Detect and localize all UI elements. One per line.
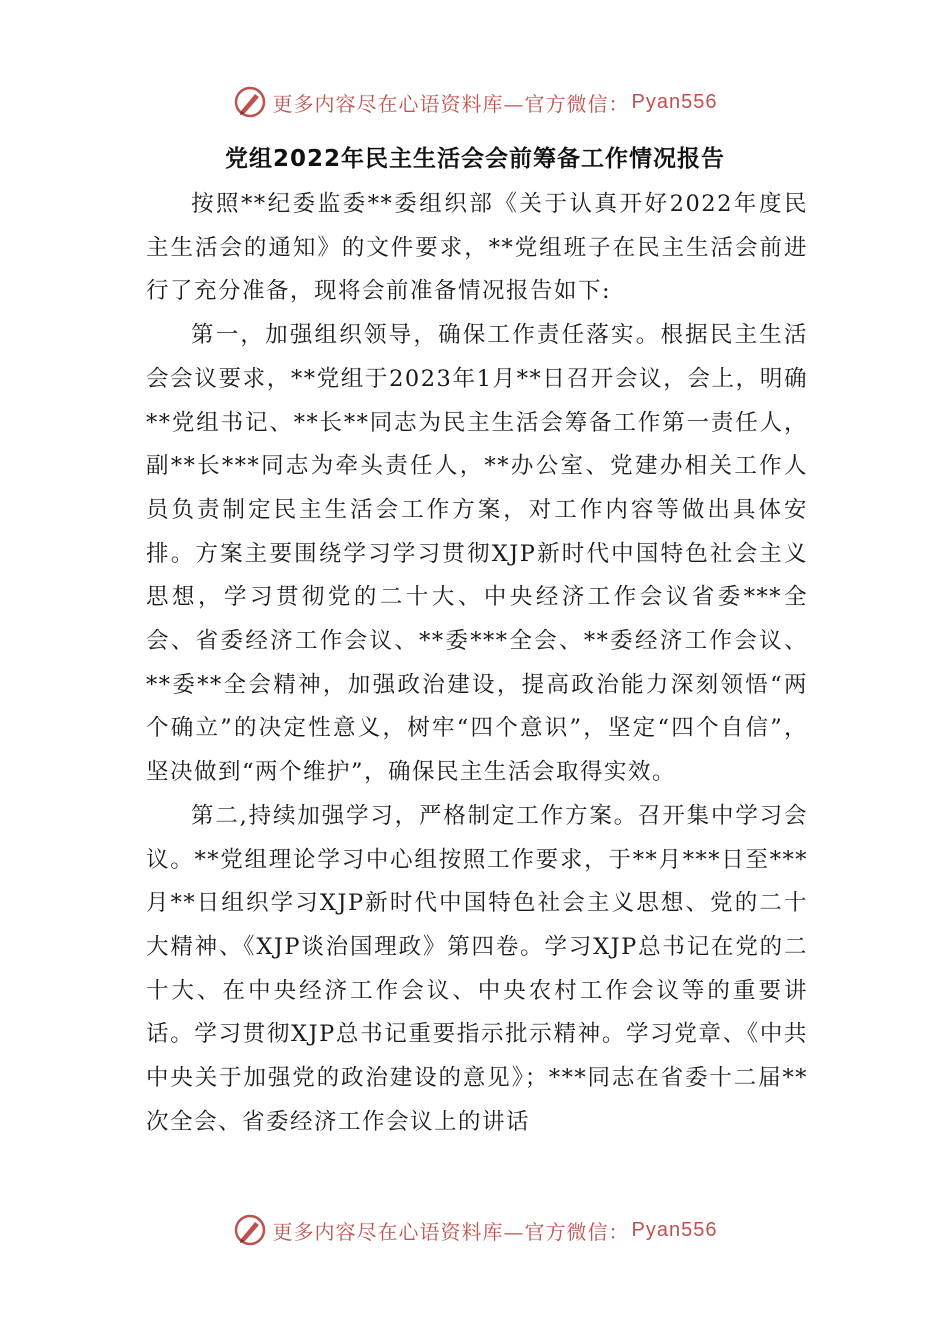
- watermark-text: 更多内容尽在心语资料库—官方微信：: [272, 1219, 630, 1244]
- paragraph-intro: 按照**纪委监委**委组织部《关于认真开好2022年度民主生活会的通知》的文件要求，**党组班子在民主生活会前进行了充分准备，现将会前准备情况报告如下:: [146, 191, 808, 305]
- paragraph-second: 第二,持续加强学习，严格制定工作方案。召开集中学习会议。**党组理论学习中心组按照工作要求，于**月***日至***月**日组织学习XJP新时代中国特色社会主义思想、党的二十大精神、《XJP谈治国理政》第四卷。学习XJP总书记在党的二十大、在中央经济工作会议、中央农村工作会议等的重要讲话。学习贯彻XJP总书记重要指示批示精神。学习党章、《中共中央关于加强党的政治建设的意见》；***同志在省委十二届**次全会、省委经济工作会议上的讲话: [146, 802, 808, 1135]
- footer-watermark: [0, 1210, 950, 1250]
- document-title: 党组2022年民主生活会会前筹备工作情况报告: [224, 146, 725, 172]
- pen-logo-icon: [233, 85, 267, 119]
- watermark-id: Pyan556: [631, 1218, 718, 1241]
- document-body: [146, 183, 808, 1144]
- watermark-id: Pyan556: [631, 90, 718, 113]
- watermark-text: 更多内容尽在心语资料库—官方微信：: [272, 91, 630, 116]
- header-watermark: [0, 82, 950, 122]
- paragraph-first: 第一，加强组织领导，确保工作责任落实。根据民主生活会会议要求，**党组于2023年1月**日召开会议，会上，明确**党组书记、**长**同志为民主生活会筹备工作第一责任人，副**长***同志为牵头责任人，**办公室、党建办相关工作人员负责制定民主生活会工作方案，对工作内容等做出具体安排。方案主要围绕学习学习贯彻XJP新时代中国特色社会主义思想，学习贯彻党的二十大、中央经济工作会议省委***全会、省委经济工作会议、**委***全会、**委经济工作会议、**委**全会精神，加强政治建设，提高政治能力深刻领悟“两个确立”的决定性意义，树牢“四个意识”，坚定“四个自信”，坚决做到“两个维护”，确保民主生活会取得实效。: [146, 322, 808, 786]
- pen-logo-icon: [233, 1213, 267, 1247]
